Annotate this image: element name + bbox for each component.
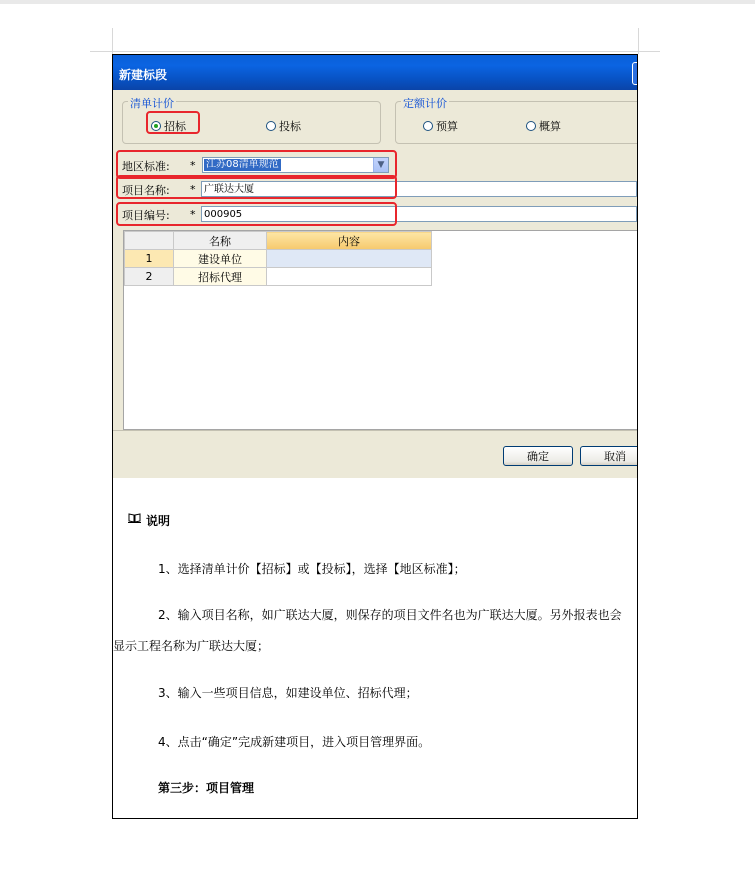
- list-pricing-label: 清单计价: [130, 97, 174, 110]
- close-button[interactable]: [632, 62, 637, 85]
- row-name-cell: 建设单位: [174, 250, 267, 268]
- required-mark: *: [190, 183, 196, 196]
- ok-button[interactable]: 确定: [503, 446, 573, 466]
- row-index: 1: [125, 250, 174, 268]
- margin-guide-left: [112, 28, 113, 54]
- region-selected-value: 江苏08清单规范: [206, 159, 279, 170]
- radio-bid-label: 投标: [279, 120, 301, 133]
- row-name-cell: 招标代理: [174, 268, 267, 286]
- table-row[interactable]: [125, 268, 432, 286]
- highlight-project-name: [116, 175, 397, 199]
- button-separator: [113, 430, 637, 431]
- highlight-tender: [146, 111, 200, 134]
- dialog-titlebar: [113, 55, 637, 90]
- region-label: 地区标准:: [122, 160, 170, 173]
- instruction-item-2: 2、输入项目名称，如广联达大厦，则保存的项目文件名也为广联达大厦。另外报表也会: [158, 608, 622, 622]
- radio-unchecked-icon: [266, 121, 276, 131]
- project-info-grid: [123, 230, 637, 430]
- radio-unchecked-icon: [526, 121, 536, 131]
- radio-budget-label: 预算: [436, 120, 458, 133]
- section-heading: 说明: [146, 514, 171, 528]
- required-mark: *: [190, 208, 196, 221]
- dialog-title: 新建标段: [119, 68, 168, 82]
- new-section-dialog: [113, 55, 637, 478]
- instruction-item-2-cont: 显示工程名称为广联达大厦；: [113, 639, 270, 653]
- book-icon: [128, 513, 141, 523]
- radio-unchecked-icon: [423, 121, 433, 131]
- project-code-input[interactable]: 000905: [201, 206, 637, 222]
- instruction-item-1: 1、选择清单计价【招标】或【投标】，选择【地区标准】；: [158, 562, 466, 576]
- project-info-table: [124, 231, 432, 286]
- radio-bid[interactable]: [266, 118, 301, 134]
- step-heading: 第三步：项目管理: [158, 781, 255, 795]
- instruction-item-4: 4、点击“确定”完成新建项目，进入项目管理界面。: [158, 735, 431, 749]
- project-name-input[interactable]: 广联达大厦: [201, 181, 637, 197]
- radio-estimate-label: 概算: [539, 120, 561, 133]
- radio-budget[interactable]: [423, 118, 458, 134]
- column-header-content[interactable]: 内容: [267, 232, 432, 250]
- margin-guide-right: [638, 28, 639, 54]
- page-margin-guide: [90, 51, 660, 52]
- table-header-row: [125, 232, 432, 250]
- instruction-item-3: 3、输入一些项目信息，如建设单位、招标代理；: [158, 686, 418, 700]
- column-header-name[interactable]: 名称: [174, 232, 267, 250]
- radio-estimate[interactable]: [526, 118, 561, 134]
- project-name-label: 项目名称:: [122, 184, 170, 197]
- radio-tender-label: 招标: [164, 120, 186, 133]
- chevron-down-icon[interactable]: ▼: [373, 158, 388, 172]
- row-content-cell[interactable]: [267, 250, 432, 268]
- table-corner: [125, 232, 174, 250]
- quota-pricing-label: 定额计价: [403, 97, 447, 110]
- row-content-cell[interactable]: [267, 268, 432, 286]
- row-index: 2: [125, 268, 174, 286]
- cancel-button[interactable]: 取消: [580, 446, 637, 466]
- required-mark: *: [190, 159, 196, 172]
- highlight-project-code: [116, 202, 397, 226]
- top-bar: [0, 0, 755, 4]
- project-code-label: 项目编号:: [122, 209, 170, 222]
- table-row[interactable]: [125, 250, 432, 268]
